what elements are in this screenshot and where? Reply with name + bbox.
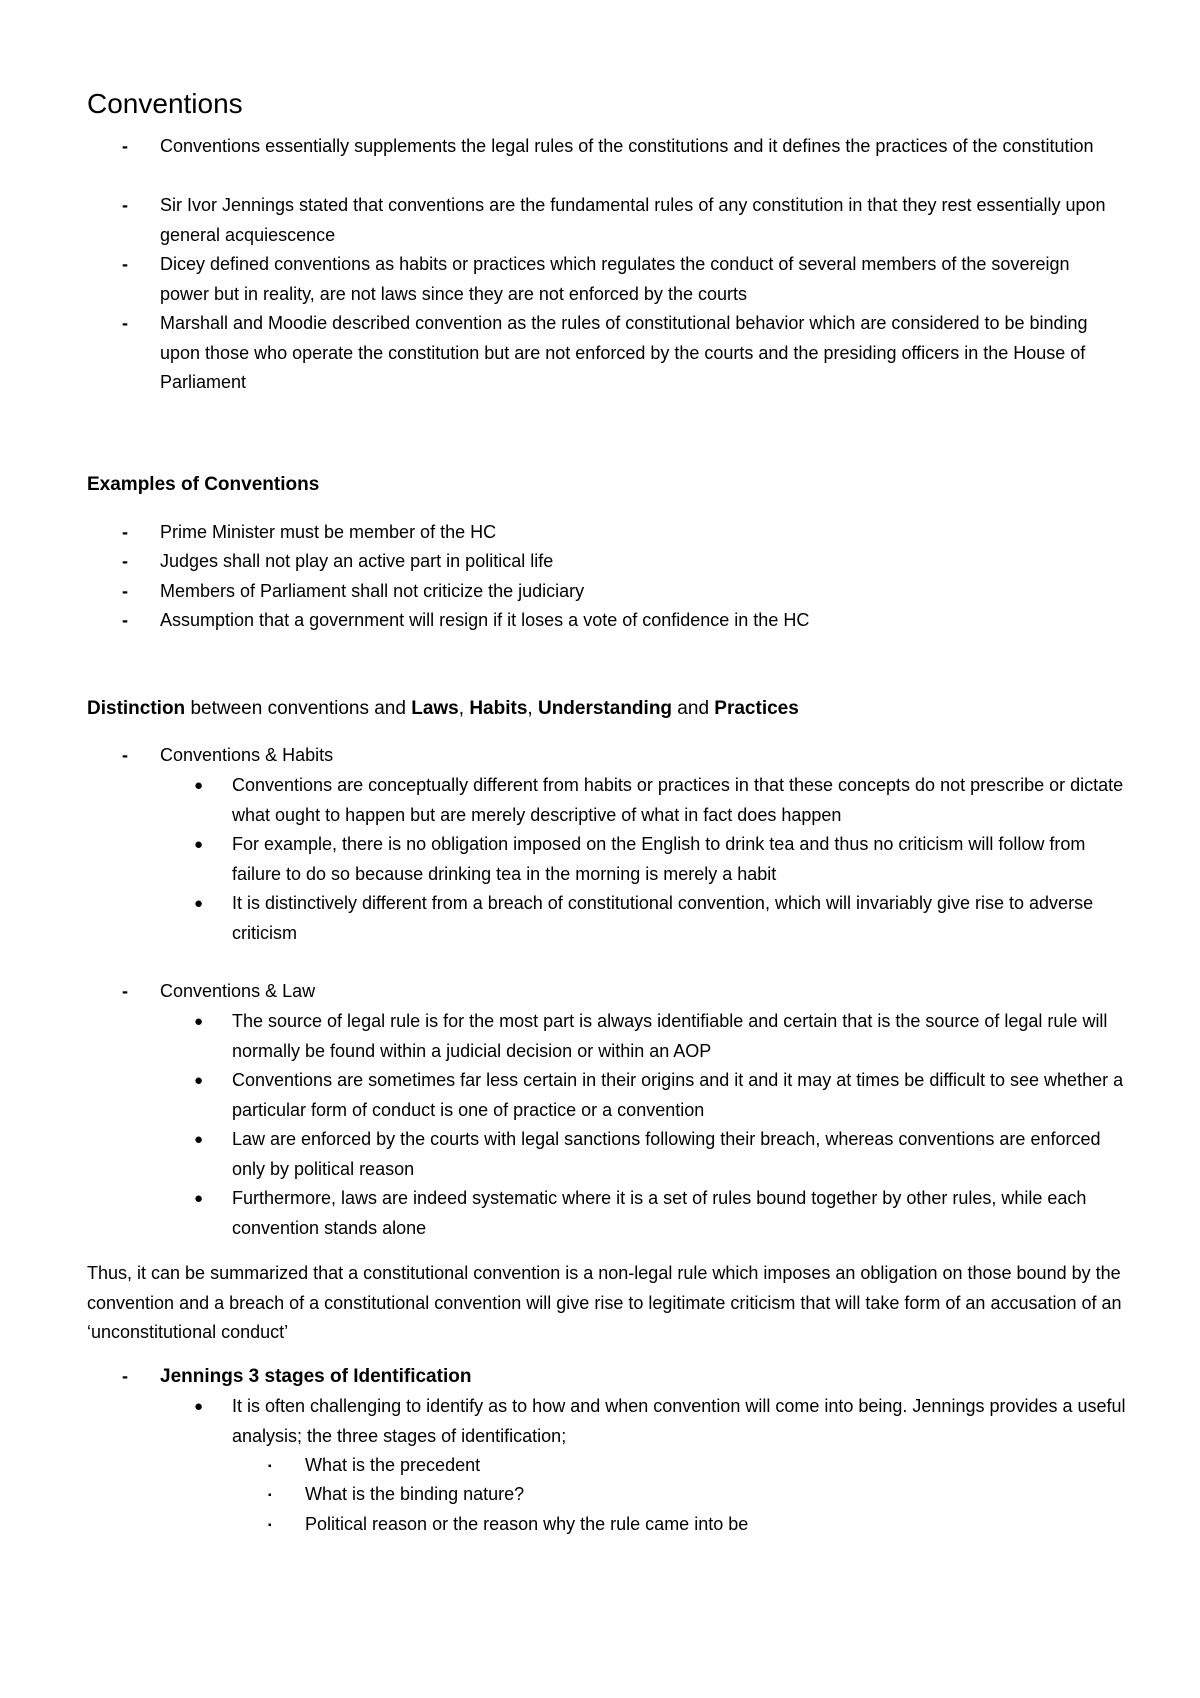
heading-text-part: and <box>672 698 715 719</box>
bullet-marker: ● <box>194 777 204 794</box>
heading-text-part: between conventions and <box>185 698 412 719</box>
summary-paragraph: Thus, it can be summarized that a constitutional convention is a non-legal rule which imposes an obligation on those bound by the convention and a breach of a constitutional convention will give rise to legitimate criticism that will take form of an accusation of an ‘unconstitutional conduct’ <box>87 1263 1122 1342</box>
bullet-marker: ● <box>194 895 204 912</box>
list-item: Assumption that a government will resign if it loses a vote of confidence in the HC <box>160 610 810 630</box>
list-item: It is often challenging to identify as to how and when convention will come into being. Jennings provides a useful analysis; the three stages of identification; <box>232 1396 1126 1446</box>
square-marker: ▪ <box>268 1461 272 1472</box>
dash-marker: - <box>122 745 128 765</box>
dash-marker: - <box>122 981 128 1001</box>
list-item: Conventions are conceptually different from habits or practices in that these concepts do not prescribe or dictate what ought to happen but are merely descriptive of what in fact does happen <box>232 775 1124 825</box>
bullet-marker: ● <box>194 836 204 853</box>
heading-bold-part: Practices <box>714 698 799 719</box>
dash-marker: - <box>122 581 128 601</box>
list-item: What is the binding nature? <box>305 1484 525 1504</box>
dash-marker: - <box>122 195 128 215</box>
list-item: Conventions essentially supplements the legal rules of the constitutions and it defines the practices of the constitution <box>160 136 1094 156</box>
list-item: Furthermore, laws are indeed systematic where it is a set of rules bound together by other rules, while each convention stands alone <box>232 1188 1087 1238</box>
bullet-marker: ● <box>194 1013 204 1030</box>
dash-marker: - <box>122 254 128 274</box>
dash-marker: - <box>122 313 128 333</box>
page-title: Conventions <box>87 88 243 119</box>
heading-text-part: , <box>458 698 470 719</box>
dash-marker: - <box>122 610 128 630</box>
dash-marker: - <box>122 551 128 571</box>
heading-bold-part: Laws <box>411 698 459 719</box>
section-heading-distinction <box>87 698 799 720</box>
heading-bold-part: Understanding <box>537 698 673 719</box>
list-item: The source of legal rule is for the most part is always identifiable and certain that is the source of legal rule will normally be found within a judicial decision or within an AOP <box>232 1011 1108 1061</box>
bullet-marker: ● <box>194 1131 204 1148</box>
subsection-label-jennings: Jennings 3 stages of Identification <box>160 1366 472 1387</box>
heading-bold-part: Habits <box>469 698 528 719</box>
dash-marker: - <box>122 136 128 156</box>
subsection-label-habits: Conventions & Habits <box>160 745 334 765</box>
list-item: Dicey defined conventions as habits or practices which regulates the conduct of several members of the sovereign power but in reality, are not laws since they are not enforced by the courts <box>160 254 1070 304</box>
list-item: Conventions are sometimes far less certain in their origins and it and it may at times be difficult to see whether a particular form of conduct is one of practice or a convention <box>232 1070 1124 1120</box>
subsection-label-law: Conventions & Law <box>160 981 316 1001</box>
section-heading-examples: Examples of Conventions <box>87 474 320 495</box>
bullet-marker: ● <box>194 1398 204 1415</box>
bullet-marker: ● <box>194 1072 204 1089</box>
list-item: It is distinctively different from a breach of constitutional convention, which will invariably give rise to adverse criticism <box>232 893 1094 943</box>
square-marker: ▪ <box>268 1520 272 1531</box>
list-item: Marshall and Moodie described convention as the rules of constitutional behavior which are considered to be binding upon those who operate the constitution but are not enforced by the courts and the presiding officers in the House of Parliament <box>160 313 1088 392</box>
bullet-marker: ● <box>194 1190 204 1207</box>
square-marker: ▪ <box>268 1490 272 1501</box>
list-item: For example, there is no obligation imposed on the English to drink tea and thus no criticism will follow from failure to do so because drinking tea in the morning is merely a habit <box>232 834 1086 884</box>
dash-marker: - <box>122 1366 128 1386</box>
dash-marker: - <box>122 522 128 542</box>
list-item: Political reason or the reason why the rule came into be <box>305 1514 749 1534</box>
heading-bold-part: Distinction <box>87 698 186 719</box>
list-item: Law are enforced by the courts with legal sanctions following their breach, whereas conventions are enforced only by political reason <box>232 1129 1101 1179</box>
list-item: Members of Parliament shall not criticize the judiciary <box>160 581 585 601</box>
list-item: Judges shall not play an active part in political life <box>160 551 554 571</box>
list-item: Sir Ivor Jennings stated that conventions are the fundamental rules of any constitution in that they rest essentially upon general acquiescence <box>160 195 1106 245</box>
list-item: What is the precedent <box>305 1455 481 1475</box>
list-item: Prime Minister must be member of the HC <box>160 522 497 542</box>
heading-text-part: , <box>527 698 538 719</box>
